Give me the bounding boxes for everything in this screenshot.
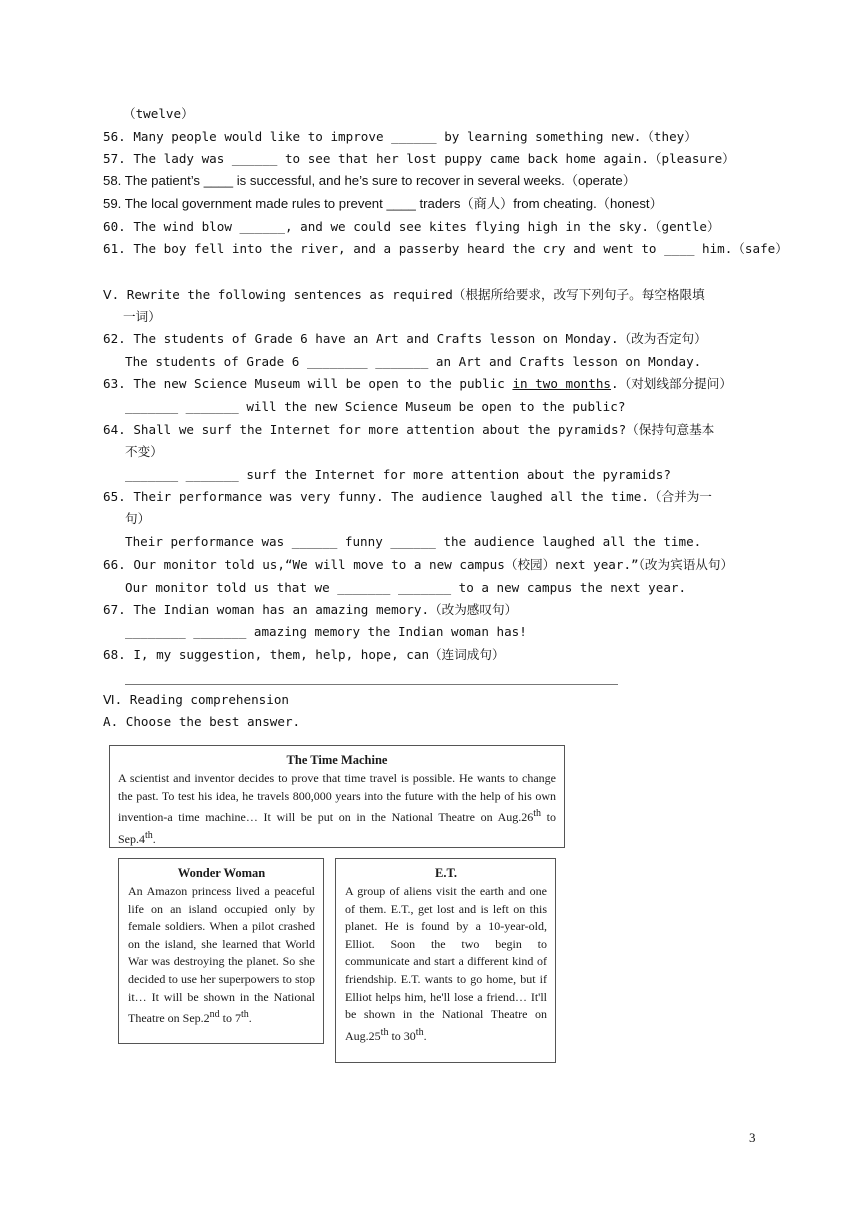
- question-64: 64. Shall we surf the Internet for more attention about the pyramids?（保持句意基本: [103, 422, 715, 437]
- question-68: 68. I, my suggestion, them, help, hope, can（连词成句）: [103, 647, 505, 662]
- time-machine-box: [109, 745, 565, 848]
- question-62-answer: The students of Grade 6 ________ _______ an Art and Crafts lesson on Monday.: [125, 354, 702, 369]
- question-67-answer: ________ _______ amazing memory the Indian woman has!: [125, 624, 527, 639]
- text-line: （twelve）: [123, 106, 194, 121]
- question-61: 61. The boy fell into the river, and a passerby heard the cry and went to ____ him.（safe）: [103, 241, 788, 256]
- et-box: [335, 858, 556, 1063]
- question-62: 62. The students of Grade 6 have an Art and Crafts lesson on Monday.（改为否定句）: [103, 331, 707, 346]
- underlined-phrase: in two months: [512, 376, 612, 391]
- box-title: E.T.: [435, 866, 457, 880]
- box-title: Wonder Woman: [177, 866, 266, 880]
- question-66-answer: Our monitor told us that we _______ _______ to a new campus the next year.: [125, 580, 687, 595]
- question-63-instruction: .（对划线部分提问）: [611, 376, 732, 391]
- question-65-answer: Their performance was ______ funny ______ the audience laughed all the time.: [125, 534, 702, 549]
- question-63-answer: _______ _______ will the new Science Museum be open to the public?: [125, 399, 626, 414]
- section-vi-heading: Ⅵ. Reading comprehension: [103, 692, 290, 707]
- section-v-heading: Ⅴ. Rewrite the following sentences as required（根据所给要求，改写下列句子。每空格限填: [103, 287, 705, 302]
- part-a-heading: A. Choose the best answer.: [103, 714, 301, 729]
- page-number: 3: [749, 1130, 756, 1145]
- section-v-heading-cont: 一词）: [123, 309, 161, 324]
- box-body: A group of aliens visit the earth and one of them. E.T., get lost and is left on this planet. He is found by a 10-year-old, Elliot. Soon the two begin to communicate and start a different kind of friendship. E.T. wants to go home, but if Elliot helps him, he'll lose a friend… It'll be shown in the National Theatre on Aug.25th to 30th.: [345, 884, 547, 1043]
- box-title: The Time Machine: [286, 753, 388, 767]
- question-57: 57. The lady was ______ to see that her lost puppy came back home again.（pleasure）: [103, 151, 735, 166]
- question-64-cont: 不变）: [125, 444, 163, 459]
- question-63: [103, 376, 773, 392]
- question-64-answer: _______ _______ surf the Internet for more attention about the pyramids?: [125, 467, 671, 482]
- question-63-text: 63. The new Science Museum will be open to the public: [103, 376, 513, 391]
- answer-line: [125, 684, 618, 685]
- box-body: An Amazon princess lived a peaceful life on an island occupied only by female soldiers. When a pilot crashed on the island, she learned that World War was destroying the planet. So she decided to use her superpowers to stop it… It will be shown in the National Theatre on Sep.2nd to 7th.: [128, 884, 315, 1026]
- question-65-cont: 句）: [125, 511, 151, 526]
- question-60: 60. The wind blow ______, and we could see kites flying high in the sky.（gentle）: [103, 219, 720, 234]
- question-56: 56. Many people would like to improve ______ by learning something new.（they）: [103, 129, 697, 144]
- question-67: 67. The Indian woman has an amazing memory.（改为感叹句）: [103, 602, 518, 617]
- question-58: 58. The patient’s ____ is successful, and he’s sure to recover in several weeks.（operate）: [103, 173, 636, 188]
- question-65: 65. Their performance was very funny. The audience laughed all the time.（合并为一: [103, 489, 712, 504]
- question-66: 66. Our monitor told us,“We will move to a new campus（校园）next year.”（改为宾语从句）: [103, 557, 734, 572]
- wonder-woman-box: [118, 858, 324, 1044]
- question-59: 59. The local government made rules to prevent ____ traders（商人）from cheating.（honest）: [103, 196, 663, 211]
- box-body: A scientist and inventor decides to prove that time travel is possible. He wants to change the past. To test his idea, he travels 800,000 years into the future with the help of his own invention-a time machine… It will be put on in the National Theatre on Aug.26th to Sep.4th.: [118, 771, 556, 846]
